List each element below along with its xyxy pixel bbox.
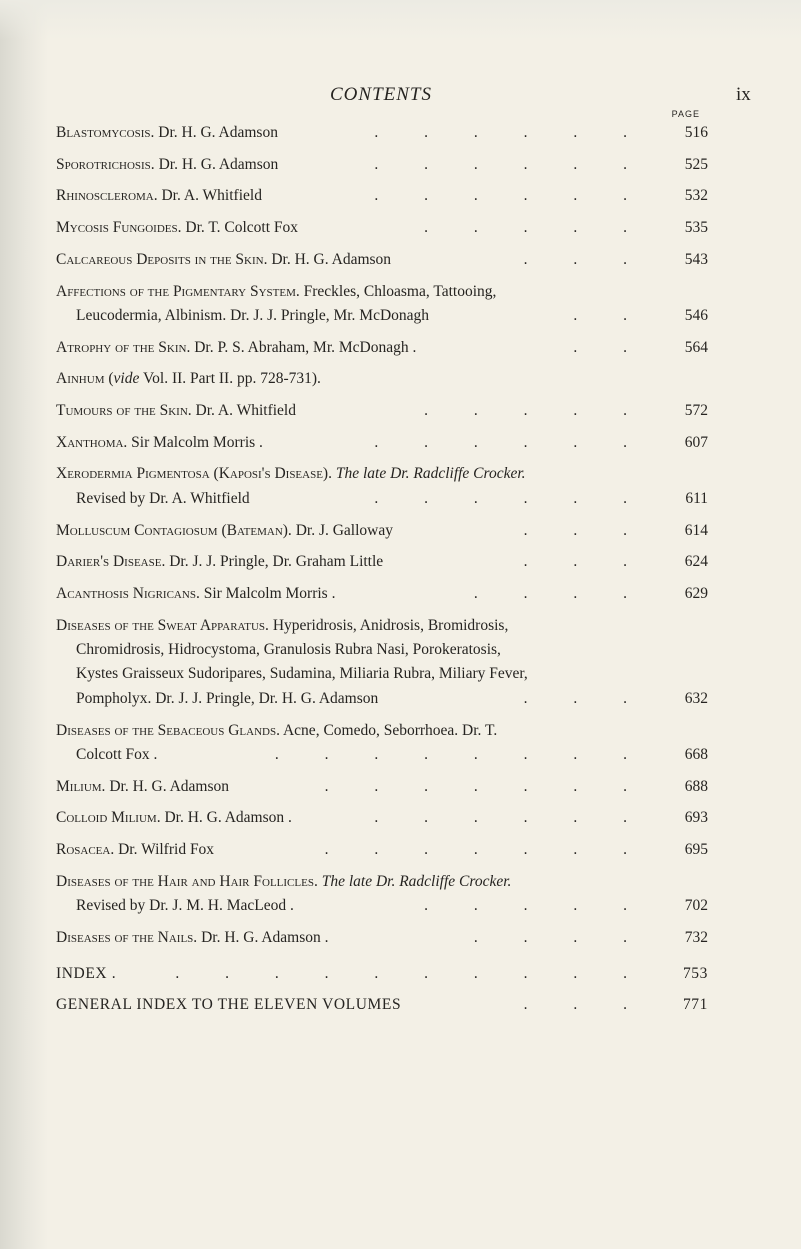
page-column-label: PAGE xyxy=(671,109,700,119)
entry-continuation: Kystes Graisseux Sudoripares, Sudamina, Miliaria Rubra, Miliary Fever, xyxy=(76,665,528,683)
leader-dots: . . . xyxy=(523,521,648,539)
entry-title: Rosacea. xyxy=(56,841,115,859)
entry-title: Colloid Milium. xyxy=(56,809,161,827)
leader-dots: . . . . . . xyxy=(374,433,648,451)
entry-author: Dr. H. G. Adamson . xyxy=(160,809,292,827)
toc-entry xyxy=(56,719,720,768)
entry-page: 771 xyxy=(682,996,708,1014)
leader-dots: . . . . . . xyxy=(374,489,648,507)
toc-entry xyxy=(56,614,720,712)
entry-author: Dr. Wilfrid Fox xyxy=(114,841,215,859)
entry-author: Sir Malcolm Morris . xyxy=(127,433,263,451)
entry-page: 564 xyxy=(684,338,708,356)
entry-author: Dr. T. Colcott Fox xyxy=(181,219,299,237)
entry-author: The late Dr. Radcliffe Crocker. xyxy=(317,872,512,890)
entry-page: 572 xyxy=(684,402,708,420)
entry-continuation: Pompholyx. Dr. J. J. Pringle, Dr. H. G. Adamson xyxy=(76,689,379,707)
entry-author: Dr. A. Whitfield xyxy=(157,187,262,205)
toc-entry xyxy=(56,550,720,574)
toc-entry xyxy=(56,121,720,145)
toc-entry xyxy=(56,775,720,799)
entry-page: 693 xyxy=(684,809,708,827)
header-title: CONTENTS xyxy=(330,84,432,105)
entry-page: 695 xyxy=(684,841,708,859)
leader-dots: . . . . . . xyxy=(374,809,648,827)
header-page-number: ix xyxy=(736,84,751,105)
toc-entry-index: INDEX . . . . . . . . . . . 753 xyxy=(56,962,720,986)
entry-title: Mycosis Fungoides. xyxy=(56,219,182,237)
page-edge-shadow xyxy=(0,0,48,1249)
table-of-contents xyxy=(56,121,720,1025)
entry-title: Ainhum xyxy=(56,370,105,388)
entry-page: 732 xyxy=(684,928,708,946)
toc-entry xyxy=(56,431,720,455)
entry-page: 668 xyxy=(684,745,708,763)
entry-title: Rhinoscleroma. xyxy=(56,187,158,205)
toc-entry xyxy=(56,806,720,830)
leader-dots: . . . . . xyxy=(424,402,648,420)
entry-title: Xerodermia Pigmentosa xyxy=(56,465,210,483)
entry-title: Blastomycosis. xyxy=(56,124,155,141)
entry-page: 532 xyxy=(684,187,708,205)
entry-continuation: Leucodermia, Albinism. Dr. J. J. Pringle, Mr. McDonagh xyxy=(76,306,430,324)
leader-dots: . . . xyxy=(523,689,648,707)
entry-italic-note: vide xyxy=(113,370,140,388)
entry-title: Calcareous Deposits in the Skin. xyxy=(56,250,268,268)
entry-subtitle: (Kaposi's Disease). xyxy=(209,465,332,483)
entry-page: 611 xyxy=(685,489,708,507)
toc-entry-general-index xyxy=(56,993,720,1017)
entry-title: Xanthoma. xyxy=(56,433,128,451)
entry-author: Dr. H. G. Adamson xyxy=(154,124,278,141)
toc-entry xyxy=(56,870,720,919)
toc-entry xyxy=(56,399,720,423)
entry-page: 525 xyxy=(684,155,708,173)
leader-dots: . . . . . xyxy=(424,897,648,915)
entry-title: Sporotrichosis. xyxy=(56,155,155,173)
leader-dots: . . . . xyxy=(473,928,648,946)
entry-title: Affections of the Pigmentary System. xyxy=(56,282,300,300)
leader-dots: . . . . . . . xyxy=(324,777,648,795)
entry-page: 535 xyxy=(684,219,708,237)
entry-page: 753 xyxy=(682,964,708,982)
entry-title: Diseases of the Nails. xyxy=(56,928,198,946)
entry-title: Diseases of the Hair and Hair Follicles. xyxy=(56,872,318,890)
leader-dots: . . . . . . . . xyxy=(274,745,648,763)
toc-entry xyxy=(56,216,720,240)
entry-page: 688 xyxy=(684,777,708,795)
leader-dots: . . . . . . xyxy=(374,124,648,141)
entry-author: Dr. H. G. Adamson xyxy=(154,155,279,173)
entry-reference: Vol. II. Part II. pp. 728-731). xyxy=(139,370,321,388)
entry-author: Sir Malcolm Morris . xyxy=(199,584,336,602)
entry-subtitle: Acne, Comedo, Seborrhoea. Dr. T. xyxy=(279,721,498,739)
leader-dots: . . . . . . xyxy=(374,155,648,173)
toc-entry xyxy=(56,926,720,950)
entry-continuation: Chromidrosis, Hidrocystoma, Granulosis Rubra Nasi, Porokeratosis, xyxy=(76,641,501,659)
toc-entry xyxy=(56,462,720,511)
entry-page: 629 xyxy=(684,584,708,602)
entry-page: 624 xyxy=(684,553,708,571)
entry-author: Dr. A. Whitfield xyxy=(191,402,296,420)
entry-author: Dr. H. G. Adamson . xyxy=(197,928,329,946)
page-top-shadow xyxy=(0,0,801,40)
entry-title: Milium. xyxy=(56,777,106,795)
leader-dots: . . . xyxy=(523,996,648,1014)
entry-page: 632 xyxy=(684,689,708,707)
leader-dots: . . . . xyxy=(473,584,648,602)
toc-entry xyxy=(56,519,720,543)
entry-page: 702 xyxy=(684,897,708,915)
leader-dots: . . . xyxy=(523,553,648,571)
leader-dots: . . . . . xyxy=(424,219,648,237)
toc-entry xyxy=(56,184,720,208)
entry-continuation: Revised by Dr. J. M. H. MacLeod . xyxy=(76,897,294,915)
entry-title: Tumours of the Skin. xyxy=(56,402,192,420)
toc-entry xyxy=(56,280,720,329)
entry-page: 546 xyxy=(684,306,708,324)
entry-title: INDEX xyxy=(56,964,108,982)
toc-entry xyxy=(56,336,720,360)
leader-dots: . . . . . . . . . . xyxy=(175,964,648,982)
entry-title: Atrophy of the Skin. xyxy=(56,338,191,356)
entry-author: Dr. J. J. Pringle, Dr. Graham Little xyxy=(165,553,384,571)
toc-entry xyxy=(56,582,720,606)
leader-dots: . . xyxy=(573,338,648,356)
entry-title: Darier's Disease. xyxy=(56,553,166,571)
toc-entry xyxy=(56,153,720,177)
entry-title: Acanthosis Nigricans. xyxy=(56,584,200,602)
toc-entry xyxy=(56,838,720,862)
leader-dots: . . . . . . . xyxy=(324,841,648,859)
running-header xyxy=(0,84,801,108)
entry-author: Dr. H. G. Adamson xyxy=(267,250,392,268)
entry-page: 607 xyxy=(684,433,708,451)
entry-author: Dr. J. Galloway xyxy=(291,521,393,539)
entry-page: 516 xyxy=(684,124,708,141)
entry-title: Diseases of the Sebaceous Glands. xyxy=(56,721,280,739)
entry-page: 543 xyxy=(684,250,708,268)
entry-title: GENERAL INDEX TO THE ELEVEN VOLUMES xyxy=(56,996,402,1014)
leader-dots: . . xyxy=(573,306,648,324)
entry-author: The late Dr. Radcliffe Crocker. xyxy=(331,465,526,483)
entry-author: Dr. H. G. Adamson xyxy=(105,777,230,795)
toc-entry xyxy=(56,248,720,272)
entry-subtitle: Freckles, Chloasma, Tattooing, xyxy=(299,282,497,300)
entry-subtitle: Hyperidrosis, Anidrosis, Bromidrosis, xyxy=(268,616,509,634)
entry-page: 614 xyxy=(684,521,708,539)
leader-dots: . . . . . . xyxy=(374,187,648,205)
leader-dots: . . . xyxy=(523,250,648,268)
entry-continuation: Revised by Dr. A. Whitfield xyxy=(76,489,250,507)
toc-entry: Ainhum (vide Vol. II. Part II. pp. 728-731). xyxy=(56,370,321,388)
entry-continuation: Colcott Fox . xyxy=(76,745,158,763)
entry-author: Dr. P. S. Abraham, Mr. McDonagh . xyxy=(190,338,417,356)
entry-title: Diseases of the Sweat Apparatus. xyxy=(56,616,269,634)
entry-title: Molluscum Contagiosum (Bateman). xyxy=(56,521,292,539)
